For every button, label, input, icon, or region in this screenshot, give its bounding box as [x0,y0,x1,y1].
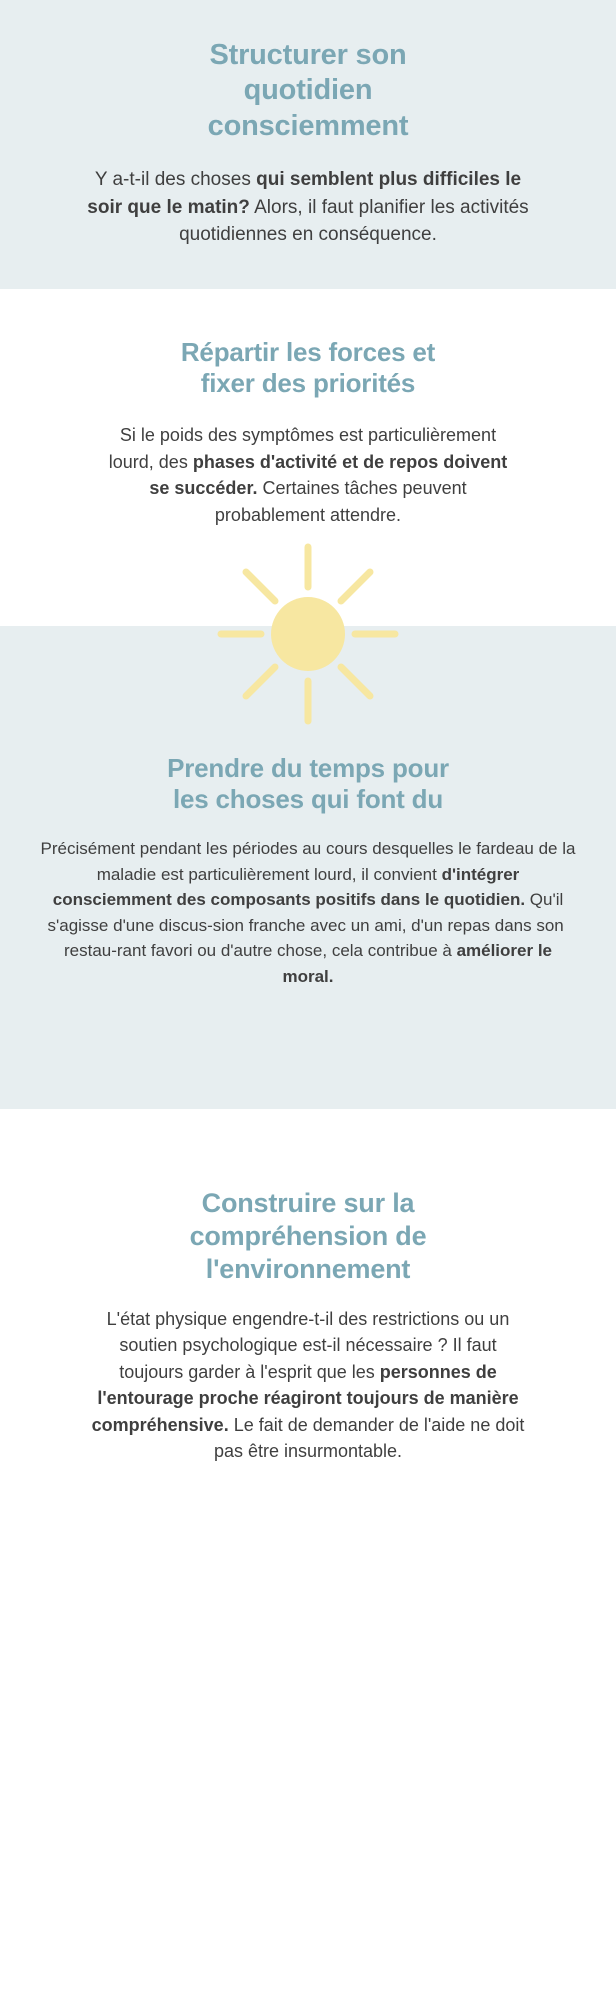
title-line: consciemment [207,109,409,142]
section-construire-title [86,1187,530,1286]
section-prendre-title [40,753,576,816]
title-line: Construire sur la [201,1188,415,1219]
title-line: fixer des priorités [200,368,416,399]
section-prendre [0,739,616,1109]
section-structurer [0,0,616,289]
section-repartir-paragraph: Si le poids des symptômes est particulièrement lourd, des phases d'activité et de repos doivent se succéder. Certaines tâches peuvent probablement attendre. [108,425,508,526]
title-line: les choses qui font du [172,784,444,815]
sun-graphic-band [0,529,616,739]
title-line: Structurer son [209,39,407,71]
title-line: Répartir les forces et [180,336,436,367]
section-construire [0,1109,616,1561]
title-line: l'environnement [205,1254,411,1285]
title-line: Prendre du temps pour [167,752,449,783]
title-line: compréhension de [189,1221,427,1252]
section-repartir-title [92,337,524,400]
title-line: quotidien [243,74,373,107]
section-structurer-title [78,38,538,144]
section-structurer-paragraph: Y a-t-il des choses qui semblent plus difficiles le soir que le matin? Alors, il faut planifier les activités quotidiennes en conséquence. [87,169,529,246]
section-prendre-paragraph: Précisément pendant les périodes au cours desquelles le fardeau de la maladie est particulièrement lourd, il convient d'intégrer consciemment des composants positifs dans le quotidien. Qu'il s'agisse d'une discus-sion franche avec un ami, d'un repas dans son restau-rant favori ou d'autre chose, cela contribue à améliorer le moral. [40,839,576,986]
sun-icon [213,539,403,729]
section-repartir [0,289,616,529]
section-construire-paragraph: L'état physique engendre-t-il des restrictions ou un soutien psychologique est-il nécessaire ? Il faut toujours garder à l'esprit que les personnes de l'entourage proche réagiront toujours de manière compréhensive. Le fait de demander de l'aide ne doit pas être insurmontable. [91,1308,525,1462]
